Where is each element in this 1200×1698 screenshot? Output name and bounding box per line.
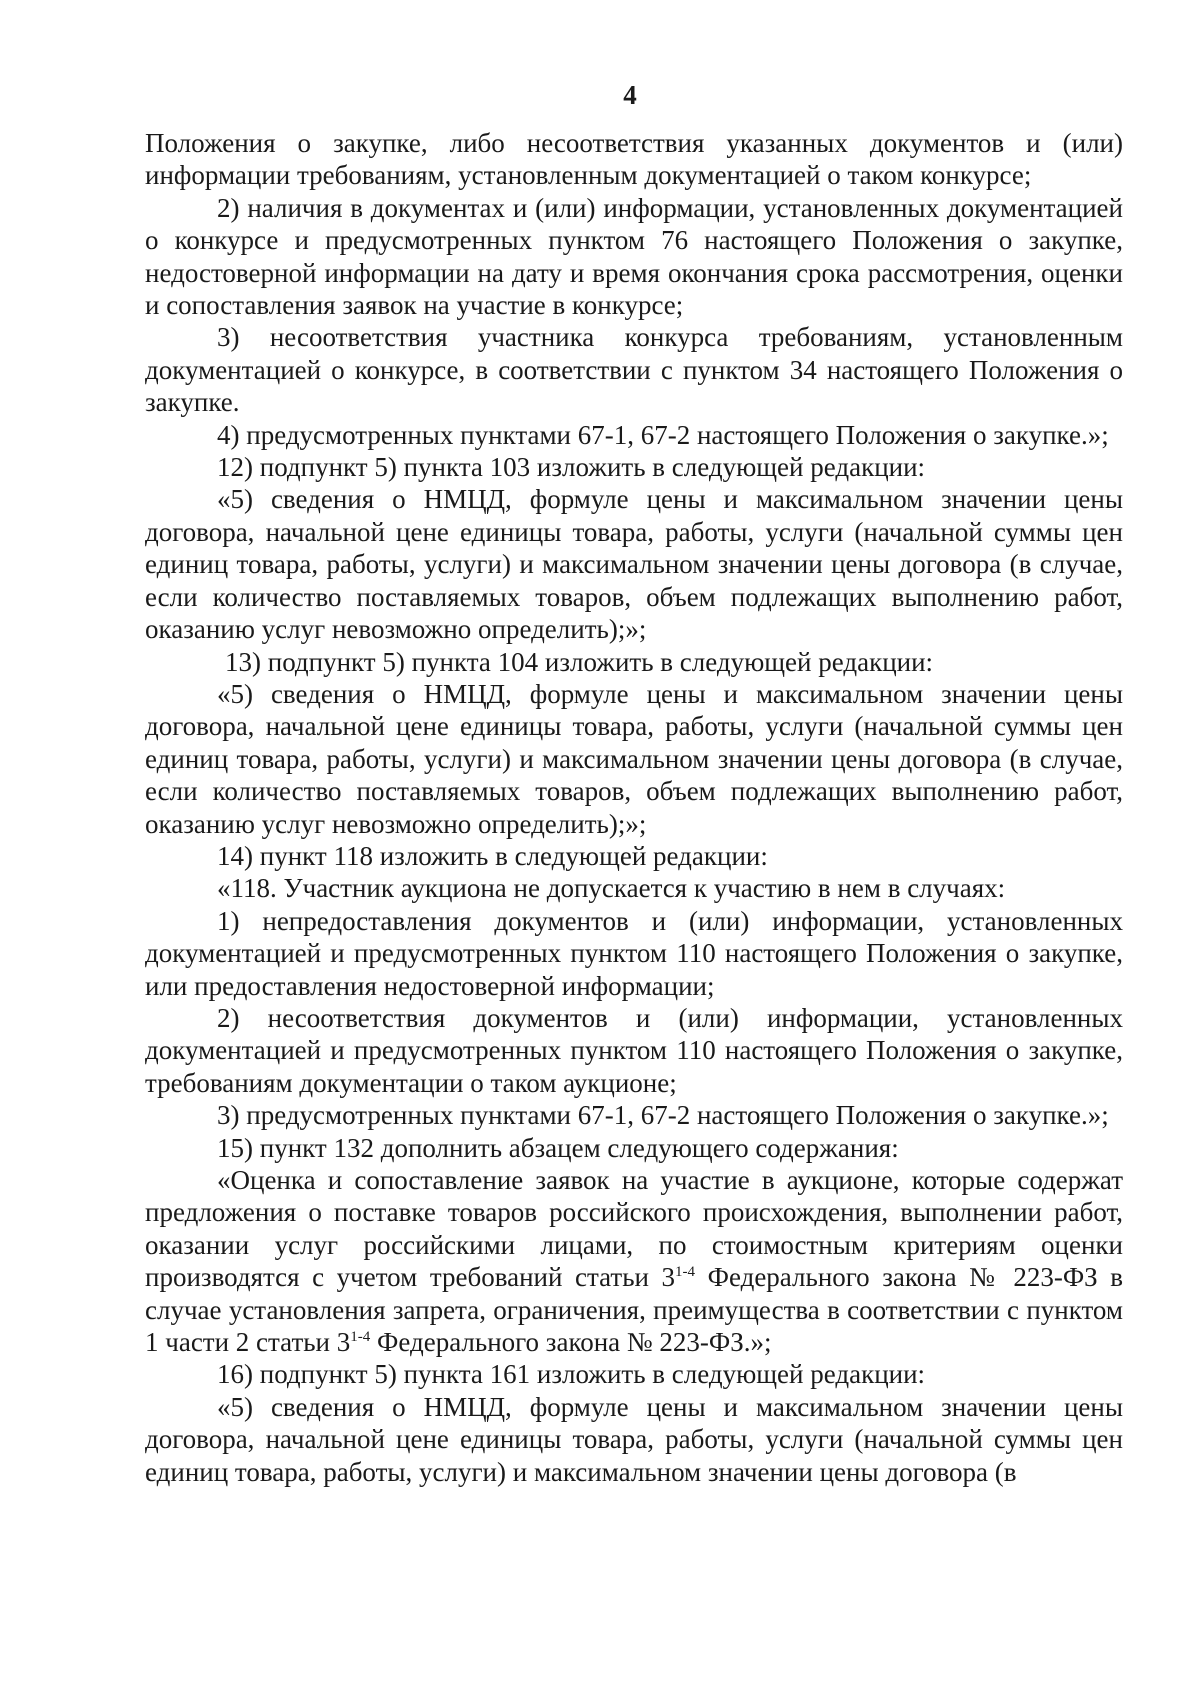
page-number: 4: [623, 80, 637, 110]
paragraph-amendment-16: 16) подпункт 5) пункта 161 изложить в следующей редакции:: [217, 1359, 926, 1390]
paragraph-quote-132: [145, 1164, 1123, 1358]
paragraph-118-item-2: 2) несоответствия документов и (или) информации, установленных документацией и предусмотренных пунктом 110 настоящего Положения о закупке, требованиям документации о таком аукционе;: [145, 1002, 1123, 1098]
paragraph-quote-13: «5) сведения о НМЦД, формуле цены и максимальном значении цены договора, начальной цене единицы товара, работы, услуги (начальной суммы цен единиц товара, работы, услуги) и максимальном значении цены договора (в случае, если количество поставляемых товаров, объем подлежащих выполнению работ, оказанию услуг невозможно определить);»;: [145, 678, 1123, 839]
paragraph-quote-161: «5) сведения о НМЦД, формуле цены и максимальном значении цены договора, начальной цене единицы товара, работы, услуги (начальной суммы цен единиц товара, работы, услуги) и максимальном значении цены договора (в: [145, 1391, 1123, 1487]
superscript-article-2: 1-4: [350, 1329, 371, 1346]
paragraph-amendment-13: 13) подпункт 5) пункта 104 изложить в следующей редакции:: [225, 646, 934, 677]
document-body: [145, 127, 1123, 1488]
paragraph-quote-132-part3: Федерального закона № 223-ФЗ.»;: [370, 1327, 772, 1358]
paragraph-item-3: 3) несоответствия участника конкурса требованиям, установленным документацией о конкурсе, в соответствии с пунктом 34 настоящего Положения о закупке.: [145, 322, 1123, 418]
superscript-article-1: 1-4: [675, 1264, 696, 1281]
paragraph-continuation: Положения о закупке, либо несоответствия указанных документов и (или) информации требованиям, установленным документацией о таком конкурсе;: [145, 128, 1123, 191]
paragraph-amendment-14: 14) пункт 118 изложить в следующей редакции:: [217, 840, 768, 871]
paragraph-quote-12: «5) сведения о НМЦД, формуле цены и максимальном значении цены договора, начальной цене единицы товара, работы, услуги (начальной суммы цен единиц товара, работы, услуги) и максимальном значении цены договора (в случае, если количество поставляемых товаров, объем подлежащих выполнению работ, оказанию услуг невозможно определить);»;: [145, 484, 1123, 645]
paragraph-118-item-3: 3) предусмотренных пунктами 67-1, 67-2 настоящего Положения о закупке.»;: [217, 1100, 1109, 1131]
paragraph-item-2: 2) наличия в документах и (или) информации, установленных документацией о конкурсе и предусмотренных пунктом 76 настоящего Положения о закупке, недостоверной информации на дату и время окончания срока рассмотрения, оценки и сопоставления заявок на участие в конкурсе;: [145, 192, 1123, 321]
paragraph-quote-118: «118. Участник аукциона не допускается к участию в нем в случаях:: [217, 873, 1006, 904]
paragraph-quote-132-part2: Федерального закона № 223-ФЗ в случае установления запрета, ограничения, преимущества в соответствии с пунктом 1 части 2 статьи 3: [145, 1262, 1124, 1358]
paragraph-amendment-12: 12) подпункт 5) пункта 103 изложить в следующей редакции:: [217, 452, 926, 483]
paragraph-quote-132-part1: «Оценка и сопоставление заявок на участие в аукционе, которые содержат предложения о поставке товаров российского происхождения, выполнении работ, оказании услуг российскими лицами, по стоимостным критериям оценки производятся с учетом требований статьи 3: [145, 1165, 1123, 1293]
paragraph-amendment-15: 15) пункт 132 дополнить абзацем следующего содержания:: [217, 1132, 899, 1163]
paragraph-item-4: 4) предусмотренных пунктами 67-1, 67-2 настоящего Положения о закупке.»;: [217, 419, 1109, 450]
paragraph-118-item-1: 1) непредоставления документов и (или) информации, установленных документацией и предусмотренных пунктом 110 настоящего Положения о закупке, или предоставления недостоверной информации;: [145, 905, 1123, 1001]
